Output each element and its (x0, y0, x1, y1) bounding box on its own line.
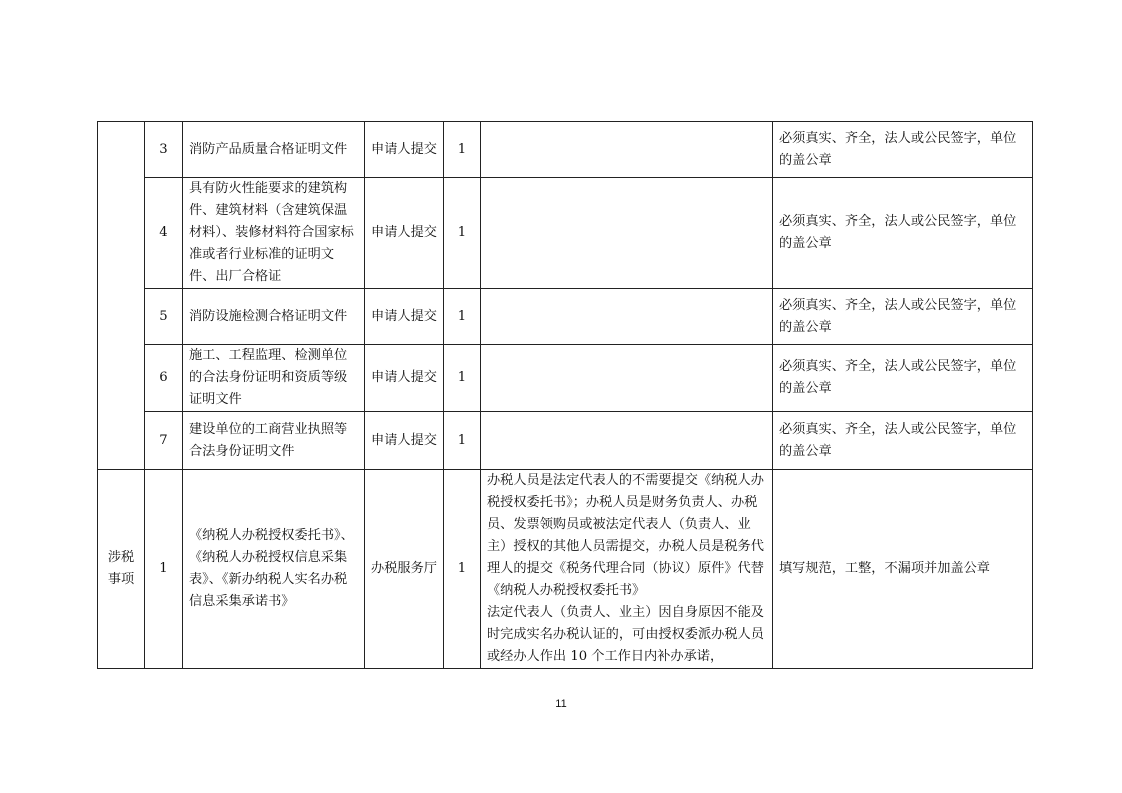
table-row (98, 122, 1033, 178)
requirement-cell: 填写规范，工整，不漏项并加盖公章 (773, 470, 1033, 669)
row-number: 1 (145, 470, 183, 669)
source-cell: 办税服务厅 (365, 470, 444, 669)
document-name: 消防产品质量合格证明文件 (183, 122, 365, 178)
copies-cell: 1 (444, 122, 481, 178)
note-cell (481, 412, 773, 470)
document-name: 施工、工程监理、检测单位的合法身份证明和资质等级证明文件 (183, 345, 365, 412)
requirement-cell: 必须真实、齐全，法人或公民签字，单位的盖公章 (773, 412, 1033, 470)
requirement-cell: 必须真实、齐全，法人或公民签字，单位的盖公章 (773, 289, 1033, 345)
source-cell: 申请人提交 (365, 345, 444, 412)
document-name: 建设单位的工商营业执照等合法身份证明文件 (183, 412, 365, 470)
table-row (98, 178, 1033, 289)
copies-cell: 1 (444, 345, 481, 412)
requirements-table (97, 121, 1033, 669)
page-number: 11 (555, 698, 567, 710)
document-name: 具有防火性能要求的建筑构件、建筑材料（含建筑保温材料）、装修材料符合国家标准或者行业标准的证明文件、出厂合格证 (183, 178, 365, 289)
document-name: 消防设施检测合格证明文件 (183, 289, 365, 345)
source-cell: 申请人提交 (365, 412, 444, 470)
category-cell-empty (98, 122, 145, 470)
note-paragraph: 办税人员是法定代表人的不需要提交《纳税人办税授权委托书》；办税人员是财务负责人、办税员、发票领购员或被法定代表人（负责人、业主）授权的其他人员需提交，办税人员是税务代理人的提交《税务代理合同（协议）原件》代替《纳税人办税授权委托书》 (487, 473, 764, 598)
row-number: 5 (145, 289, 183, 345)
requirement-cell: 必须真实、齐全，法人或公民签字，单位的盖公章 (773, 345, 1033, 412)
row-number: 4 (145, 178, 183, 289)
row-number: 7 (145, 412, 183, 470)
copies-cell: 1 (444, 470, 481, 669)
note-paragraph: 法定代表人（负责人、业主）因自身原因不能及时完成实名办税认证的，可由授权委派办税人员或经办人作出 10 个工作日内补办承诺， (487, 605, 764, 664)
copies-cell: 1 (444, 178, 481, 289)
note-cell (481, 470, 773, 669)
requirement-cell: 必须真实、齐全，法人或公民签字，单位的盖公章 (773, 178, 1033, 289)
row-number: 3 (145, 122, 183, 178)
note-cell (481, 345, 773, 412)
source-cell: 申请人提交 (365, 178, 444, 289)
requirement-cell: 必须真实、齐全，法人或公民签字，单位的盖公章 (773, 122, 1033, 178)
copies-cell: 1 (444, 412, 481, 470)
copies-cell: 1 (444, 289, 481, 345)
row-number: 6 (145, 345, 183, 412)
note-cell (481, 289, 773, 345)
table-row (98, 412, 1033, 470)
table-row (98, 345, 1033, 412)
source-cell: 申请人提交 (365, 289, 444, 345)
note-cell (481, 178, 773, 289)
document-name: 《纳税人办税授权委托书》、《纳税人办税授权信息采集表》、《新办纳税人实名办税信息采集承诺书》 (183, 470, 365, 669)
table-row (98, 289, 1033, 345)
table-row (98, 470, 1033, 669)
category-cell: 涉税事项 (98, 470, 145, 669)
source-cell: 申请人提交 (365, 122, 444, 178)
note-cell (481, 122, 773, 178)
